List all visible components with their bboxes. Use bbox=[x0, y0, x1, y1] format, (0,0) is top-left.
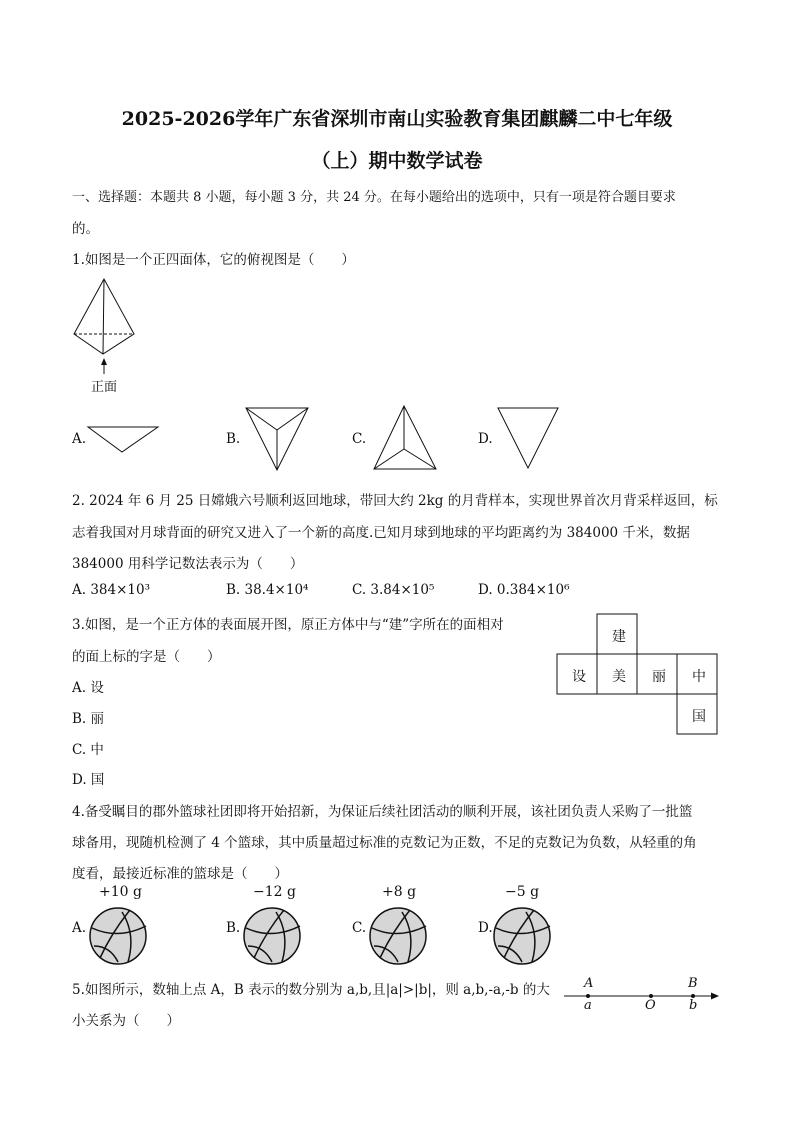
q1-option-a-label: A. bbox=[72, 431, 87, 447]
q1-option-d-label: D. bbox=[478, 431, 493, 447]
q1-option-a-figure bbox=[84, 422, 164, 456]
basketball-icon bbox=[492, 906, 554, 968]
net-cell-4: 中 bbox=[692, 669, 706, 685]
q2-option-d: D. 0.384×10⁶ bbox=[478, 582, 570, 598]
q3-option-b: B. 丽 bbox=[72, 711, 105, 727]
q2-stem-line-1: 2. 2024 年 6 月 25 日嫦娥六号顺利返回地球，带回大约 2kg 的月背样本，实现世界首次月背采样返回，标 bbox=[72, 493, 718, 509]
q1-option-b-figure bbox=[242, 404, 312, 474]
net-cell-bottom: 国 bbox=[692, 709, 706, 725]
q4-option-c-label: C. bbox=[352, 920, 367, 936]
value-b-label: b bbox=[689, 998, 698, 1013]
point-B-label: B bbox=[688, 976, 698, 991]
q2-option-a: A. 384×10³ bbox=[72, 582, 151, 598]
q1-option-c-figure bbox=[370, 403, 440, 473]
q4-weight-b: −12 g bbox=[253, 884, 296, 900]
exam-title-line-2: （上）期中数学试卷 bbox=[311, 150, 483, 172]
q4-stem-line-3: 度看，最接近标准的篮球是（ ） bbox=[72, 866, 288, 882]
q4-weight-c: +8 g bbox=[382, 884, 417, 900]
q4-weight-d: −5 g bbox=[505, 884, 540, 900]
q4-weight-a: +10 g bbox=[99, 884, 142, 900]
origin-label: O bbox=[645, 998, 656, 1013]
q1-stem: 1.如图是一个正四面体，它的俯视图是（ ） bbox=[72, 252, 355, 268]
q3-option-d: D. 国 bbox=[72, 772, 105, 788]
q2-option-b: B. 38.4×10⁴ bbox=[226, 582, 309, 598]
point-A-label: A bbox=[584, 976, 594, 991]
basketball-icon bbox=[242, 906, 304, 968]
q4-stem-line-1: 4.备受瞩目的郡外篮球社团即将开始招新，为保证后续社团活动的顺利开展，该社团负责人采购了一批篮 bbox=[72, 804, 693, 820]
net-cell-3: 丽 bbox=[652, 669, 666, 685]
net-cell-top: 建 bbox=[612, 629, 626, 645]
q3-option-c: C. 中 bbox=[72, 742, 104, 758]
q2-stem-line-2: 志着我国对月球背面的研究又进入了一个新的高度.已知月球到地球的平均距离约为 384000 千米，数据 bbox=[72, 525, 690, 541]
section-1-instructions-line-2: 的。 bbox=[72, 221, 99, 237]
q3-stem-line-2: 的面上标的字是（ ） bbox=[72, 649, 221, 665]
exam-title-line-1: 2025-2026学年广东省深圳市南山实验教育集团麒麟二中七年级 bbox=[121, 108, 673, 130]
q1-option-c-label: C. bbox=[352, 431, 367, 447]
net-cell-1: 设 bbox=[572, 669, 586, 685]
section-1-instructions-line-1: 一、选择题：本题共 8 小题，每小题 3 分，共 24 分。在每小题给出的选项中，只有一项是符合题目要求 bbox=[72, 190, 676, 205]
q1-front-label: 正面 bbox=[91, 380, 118, 395]
q4-stem-line-2: 球备用，现随机检测了 4 个篮球，其中质量超过标准的克数记为正数，不足的克数记为负数，从轻重的角 bbox=[72, 835, 697, 851]
basketball-icon bbox=[368, 906, 430, 968]
basketball-icon bbox=[88, 906, 150, 968]
q1-option-d-figure bbox=[494, 404, 564, 474]
q4-option-a-label: A. bbox=[72, 920, 87, 936]
q5-stem-line-2: 小关系为（ ） bbox=[72, 1013, 180, 1029]
value-a-label: a bbox=[584, 998, 592, 1013]
net-cell-2: 美 bbox=[612, 669, 626, 685]
q3-option-a: A. 设 bbox=[72, 680, 104, 696]
q4-option-b-label: B. bbox=[226, 920, 241, 936]
q2-stem-line-3: 384000 用科学记数法表示为（ ） bbox=[72, 556, 304, 572]
q4-option-d-label: D. bbox=[478, 920, 493, 936]
q3-stem-line-1: 3.如图，是一个正方体的表面展开图，原正方体中与“建”字所在的面相对 bbox=[72, 617, 504, 633]
q5-stem-line-1: 5.如图所示，数轴上点 A，B 表示的数分别为 a,b,且|a|>|b|，则 a,b,-a,-b 的大 bbox=[72, 982, 550, 998]
q2-option-c: C. 3.84×10⁵ bbox=[352, 582, 435, 598]
q1-option-b-label: B. bbox=[226, 431, 241, 447]
